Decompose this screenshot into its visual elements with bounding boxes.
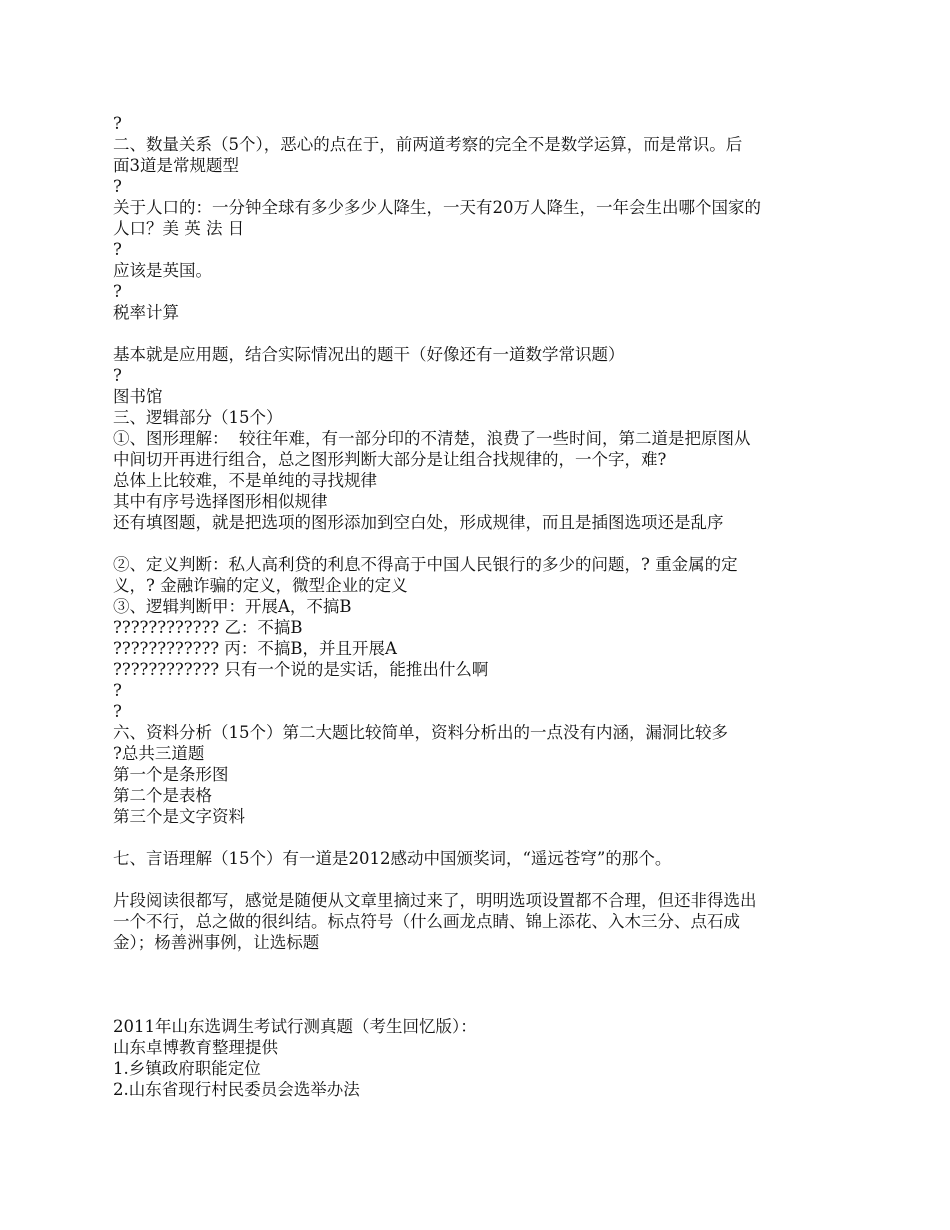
text-line: 关于人口的：一分钟全球有多少多少人降生，一天有20万人降生，一年会生出哪个国家的 bbox=[113, 198, 761, 217]
text-line: ? bbox=[113, 681, 122, 700]
text-line: 一个不行，总之做的很纠结。标点符号（什么画龙点睛、锦上添花、入木三分、点石成 bbox=[113, 912, 740, 931]
text-line: ? bbox=[113, 702, 122, 721]
text-line: ???????????? 乙：不搞B bbox=[113, 618, 303, 637]
section-heading: 七、言语理解（15个）有一道是2012感动中国颁奖词，“遥远苍穹”的那个。 bbox=[113, 849, 672, 868]
exam-recall-notes bbox=[113, 113, 843, 953]
text-line: 税率计算 bbox=[113, 303, 179, 322]
blank-line bbox=[113, 323, 843, 344]
text-line: 中间切开再进行组合，总之图形判断大部分是让组合找规律的，一个字，难? bbox=[113, 450, 667, 469]
text-line: 第一个是条形图 bbox=[113, 765, 229, 784]
text-line: 义，? 金融诈骗的定义，微型企业的定义 bbox=[113, 576, 408, 595]
text-line: ③、逻辑判断甲：开展A，不搞B bbox=[113, 597, 352, 616]
text-line: ? bbox=[113, 282, 122, 301]
text-line: ? bbox=[113, 240, 122, 259]
section-gap bbox=[113, 953, 843, 1016]
text-line: 其中有序号选择图形相似规律 bbox=[113, 492, 328, 511]
document-title: 2011年山东选调生考试行测真题（考生回忆版）： bbox=[113, 1017, 477, 1036]
text-line: 还有填图题，就是把选项的图形添加到空白处，形成规律，而且是插图选项还是乱序 bbox=[113, 513, 724, 532]
text-line: 面3道是常规题型 bbox=[113, 156, 239, 175]
text-line: 基本就是应用题，结合实际情况出的题干（好像还有一道数学常识题） bbox=[113, 345, 625, 364]
text-line: ???????????? 只有一个说的是实话，能推出什么啊 bbox=[113, 660, 489, 679]
text-line: 第三个是文字资料 bbox=[113, 807, 245, 826]
text-line: 图书馆 bbox=[113, 387, 163, 406]
text-line: ? bbox=[113, 177, 122, 196]
list-item: 2.山东省现行村民委员会选举办法 bbox=[113, 1080, 360, 1099]
text-line: ?总共三道题 bbox=[113, 744, 205, 763]
text-line: 金）；杨善洲事例，让选标题 bbox=[113, 933, 320, 952]
blank-line bbox=[113, 533, 843, 554]
list-item: 1.乡镇政府职能定位 bbox=[113, 1059, 261, 1078]
text-line: 应该是英国。 bbox=[113, 261, 212, 280]
text-line: 片段阅读很都写，感觉是随便从文章里摘过来了，明明选项设置都不合理，但还非得选出 bbox=[113, 891, 757, 910]
text-line: ? bbox=[113, 366, 122, 385]
section-heading: 六、资料分析（15个）第二大题比较简单，资料分析出的一点没有内涵，漏洞比较多 bbox=[113, 723, 728, 742]
text-line: 总体上比较难，不是单纯的寻找规律 bbox=[113, 471, 377, 490]
text-line: 第二个是表格 bbox=[113, 786, 212, 805]
text-line: 人口？美 英 法 日 bbox=[113, 219, 245, 238]
provider-line: 山东卓博教育整理提供 bbox=[113, 1038, 278, 1057]
text-line: ???????????? 丙：不搞B，并且开展A bbox=[113, 639, 397, 658]
document-page bbox=[113, 113, 843, 1100]
blank-line bbox=[113, 827, 843, 848]
section-heading: 三、逻辑部分（15个） bbox=[113, 408, 283, 427]
text-line: ①、图形理解： 较往年难，有一部分印的不清楚，浪费了一些时间，第二道是把原图从 bbox=[113, 429, 751, 448]
text-line: ? bbox=[113, 114, 122, 133]
exam-2011-section bbox=[113, 1016, 843, 1100]
text-line: ②、定义判断：私人高利贷的利息不得高于中国人民银行的多少的问题，? 重金属的定 bbox=[113, 555, 738, 574]
blank-line bbox=[113, 869, 843, 890]
text-line: 二、数量关系（5个），恶心的点在于，前两道考察的完全不是数学运算，而是常识。后 bbox=[113, 135, 743, 154]
